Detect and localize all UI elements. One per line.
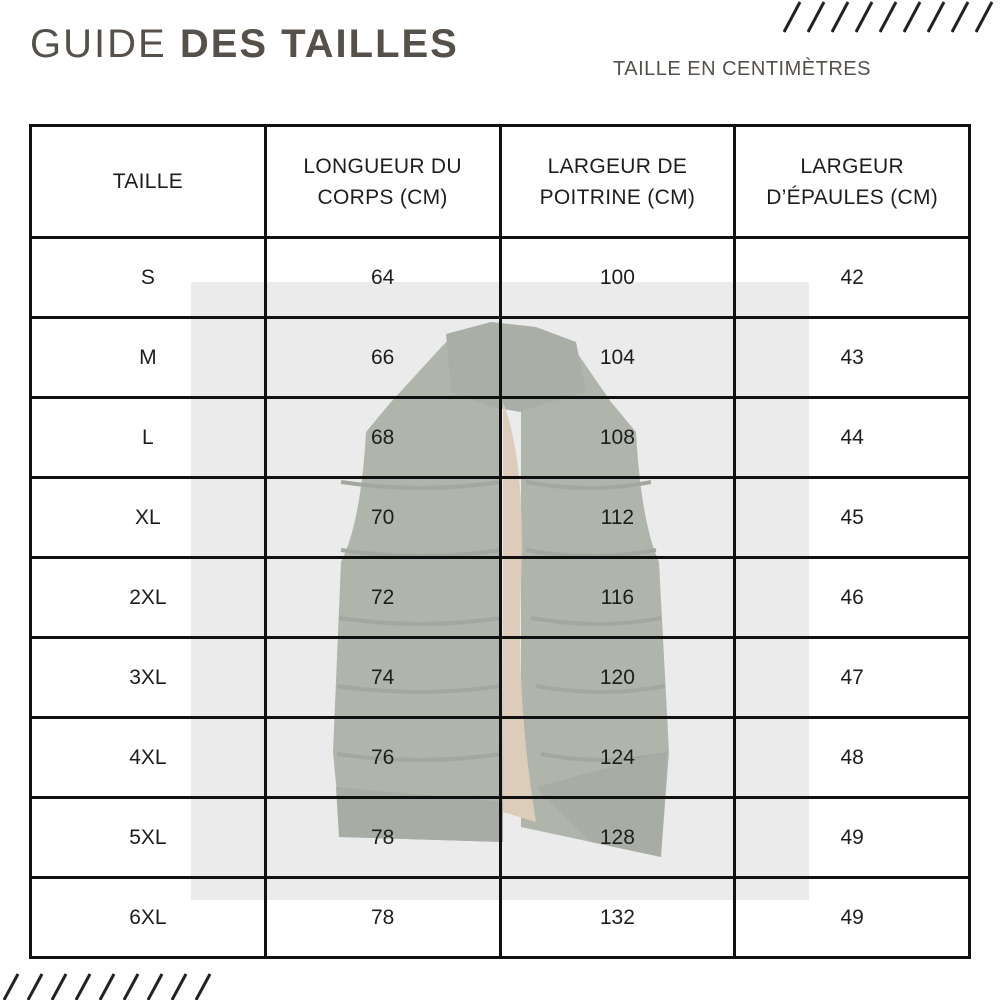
column-header-poitrine: LARGEUR DE POITRINE (CM) — [500, 126, 735, 238]
cell-body-length: 78 — [265, 798, 500, 878]
table-row — [31, 398, 970, 478]
table-row — [31, 878, 970, 958]
cell-size: 2XL — [31, 558, 266, 638]
table-row — [31, 478, 970, 558]
cell-shoulder-width: 47 — [735, 638, 970, 718]
table-row — [31, 238, 970, 318]
cell-shoulder-width: 48 — [735, 718, 970, 798]
column-header-longueur: LONGUEUR DU CORPS (CM) — [265, 126, 500, 238]
units-subtitle: TAILLE EN CENTIMÈTRES — [613, 58, 871, 80]
cell-body-length: 70 — [265, 478, 500, 558]
table-row — [31, 798, 970, 878]
cell-size: 6XL — [31, 878, 266, 958]
cell-shoulder-width: 49 — [735, 798, 970, 878]
size-table — [29, 124, 971, 959]
cell-body-length: 74 — [265, 638, 500, 718]
column-header-taille: TAILLE — [31, 126, 266, 238]
cell-size: S — [31, 238, 266, 318]
cell-shoulder-width: 46 — [735, 558, 970, 638]
decorative-slashes-top — [780, 0, 1000, 34]
cell-chest-width: 112 — [500, 478, 735, 558]
page-title — [30, 22, 459, 67]
table-row — [31, 638, 970, 718]
cell-body-length: 68 — [265, 398, 500, 478]
cell-chest-width: 120 — [500, 638, 735, 718]
cell-size: 4XL — [31, 718, 266, 798]
cell-size: 5XL — [31, 798, 266, 878]
decorative-slashes-bottom — [0, 970, 220, 1000]
table-header-row — [31, 126, 970, 238]
cell-shoulder-width: 42 — [735, 238, 970, 318]
cell-chest-width: 124 — [500, 718, 735, 798]
table-row — [31, 558, 970, 638]
cell-body-length: 78 — [265, 878, 500, 958]
cell-shoulder-width: 45 — [735, 478, 970, 558]
cell-shoulder-width: 49 — [735, 878, 970, 958]
title-light: GUIDE — [30, 22, 167, 66]
table-row — [31, 718, 970, 798]
cell-body-length: 76 — [265, 718, 500, 798]
cell-chest-width: 104 — [500, 318, 735, 398]
cell-chest-width: 132 — [500, 878, 735, 958]
cell-chest-width: 108 — [500, 398, 735, 478]
cell-body-length: 64 — [265, 238, 500, 318]
cell-size: L — [31, 398, 266, 478]
cell-chest-width: 128 — [500, 798, 735, 878]
cell-size: XL — [31, 478, 266, 558]
cell-body-length: 72 — [265, 558, 500, 638]
cell-shoulder-width: 43 — [735, 318, 970, 398]
cell-size: 3XL — [31, 638, 266, 718]
cell-chest-width: 116 — [500, 558, 735, 638]
table-row — [31, 318, 970, 398]
cell-chest-width: 100 — [500, 238, 735, 318]
cell-body-length: 66 — [265, 318, 500, 398]
column-header-epaules: LARGEUR D’ÉPAULES (CM) — [735, 126, 970, 238]
cell-shoulder-width: 44 — [735, 398, 970, 478]
title-bold: DES TAILLES — [179, 22, 459, 66]
cell-size: M — [31, 318, 266, 398]
